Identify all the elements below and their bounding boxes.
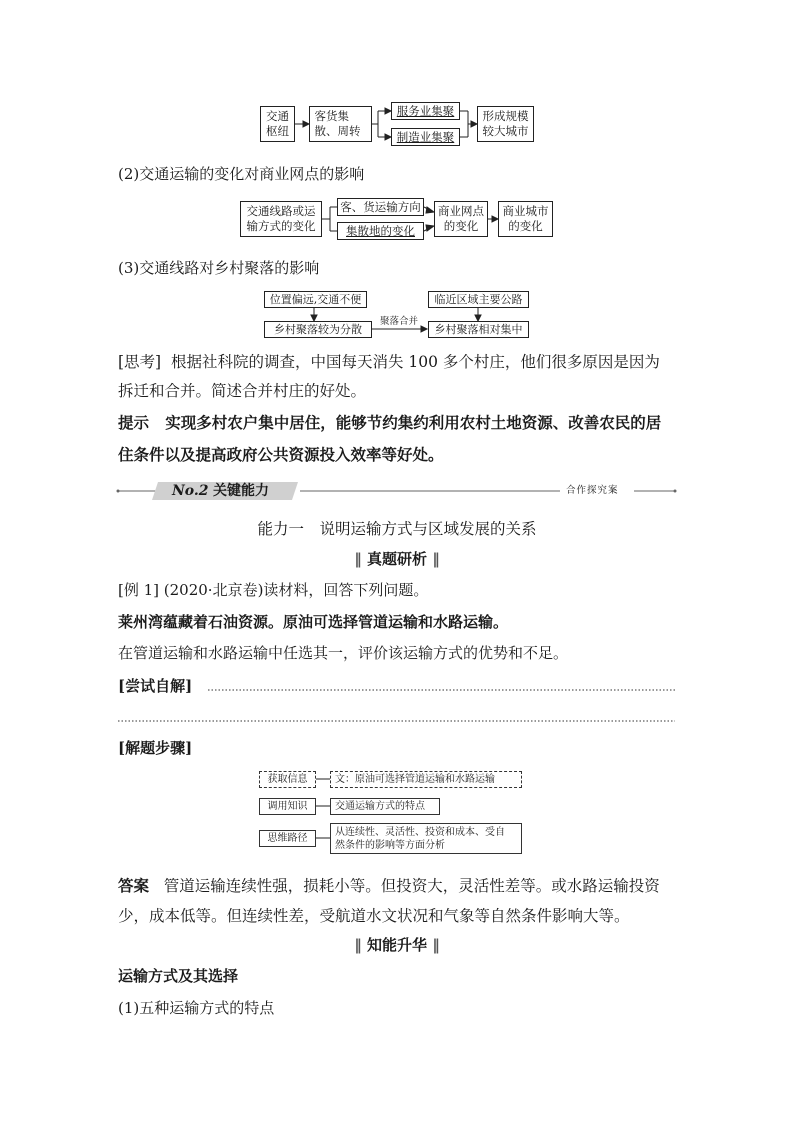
steps-key-path: 思维路径 xyxy=(259,830,316,847)
steps-label: [解题步骤] xyxy=(118,739,193,757)
answer-text1: 管道运输连续性强，损耗小等。但投资大，灵活性差等。或水路运输投资 xyxy=(163,877,660,895)
subhead-real-exam-text: 真题研析 xyxy=(366,550,427,568)
answer-label: 答案 xyxy=(118,876,150,895)
steps-val-recall: 交通运输方式的特点 xyxy=(330,798,440,815)
subhead-real-exam: ‖ 真题研析 ‖ xyxy=(354,550,440,568)
diagram1-node-distribution: 客货集散、周转 xyxy=(309,106,372,142)
think-line2: 拆迁和合并。简述合并村庄的好处。 xyxy=(118,382,367,400)
think-label: [思考] xyxy=(118,353,162,371)
banner-title: 关键能力 xyxy=(212,483,269,499)
ability-title: 能力一 说明运输方式与区域发展的关系 xyxy=(257,520,537,538)
hint-line1 xyxy=(118,413,661,433)
hint-line2: 住条件以及提高政府公共资源投入效率等好处。 xyxy=(118,445,444,464)
subhead-knowledge-text: 知能升华 xyxy=(366,936,427,954)
banner-number: No.2 xyxy=(172,483,209,499)
try-label: [尝试自解] xyxy=(118,677,193,695)
diagram2-node-city: 商业城市的变化 xyxy=(498,201,553,237)
think-text1: 根据社科院的调查，中国每天消失 100 多个村庄，他们很多原因是因为 xyxy=(170,353,660,371)
answer-line1 xyxy=(118,876,660,896)
diagram2-node-outlets: 商业网点的变化 xyxy=(434,201,488,237)
example-question: 在管道运输和水路运输中任选其一，评价该运输方式的优势和不足。 xyxy=(118,644,569,662)
diagram3-scattered: 乡村聚落较为分散 xyxy=(264,321,372,338)
diagram3-arrow-label: 聚落合并 xyxy=(380,316,419,327)
diagram1-node-hub: 交通枢纽 xyxy=(260,106,295,142)
steps-key-get-info: 获取信息 xyxy=(259,771,316,788)
diagram2-node-change: 交通线路或运输方式的变化 xyxy=(240,201,322,237)
subhead-knowledge: ‖ 知能升华 ‖ xyxy=(354,936,440,954)
steps-val-path-line2: 然条件的影响等方面分析 xyxy=(335,839,445,851)
example-material: 莱州湾蕴藏着石油资源。原油可选择管道运输和水路运输。 xyxy=(118,613,509,631)
section-banner xyxy=(172,482,269,500)
diagram2-node-direction: 客、货运输方向 xyxy=(337,198,424,216)
section3-heading: (3)交通线路对乡村聚落的影响 xyxy=(118,259,320,277)
diagram3-near-road: 临近区域主要公路 xyxy=(428,291,529,308)
diagram3-remote: 位置偏远,交通不便 xyxy=(264,291,367,308)
answer-line2: 少，成本低等。但连续性差，受航道水文状况和气象等自然条件影响大等。 xyxy=(118,907,630,925)
diagram1-node-service: 服务业集聚 xyxy=(391,102,460,120)
banner-right-label: 合作探究案 xyxy=(566,485,619,496)
section2-heading: (2)交通运输的变化对商业网点的影响 xyxy=(118,165,365,183)
think-line1 xyxy=(118,352,660,372)
diagram1-node-manufacture: 制造业集聚 xyxy=(391,128,460,146)
diagram3-concentrated: 乡村聚落相对集中 xyxy=(428,321,529,338)
topic-heading: 运输方式及其选择 xyxy=(118,967,239,985)
hint-text1: 实现多村农户集中居住，能够节约集约利用农村土地资源、改善农民的居 xyxy=(165,413,662,432)
diagram2-node-hub-change: 集散地的变化 xyxy=(337,222,424,240)
steps-val-path xyxy=(330,823,522,854)
topic-subheading: (1)五种运输方式的特点 xyxy=(118,999,275,1017)
steps-val-get-info: 文：原油可选择管道运输和水路运输 xyxy=(330,771,522,788)
example-label: [例 1] (2020·北京卷)读材料，回答下列问题。 xyxy=(118,581,429,599)
steps-key-recall: 调用知识 xyxy=(259,798,316,815)
steps-val-path-line1: 从连续性、灵活性、投资和成本、受自 xyxy=(335,826,505,838)
hint-label: 提示 xyxy=(118,413,150,432)
diagram1-node-city: 形成规模较大城市 xyxy=(477,106,534,142)
